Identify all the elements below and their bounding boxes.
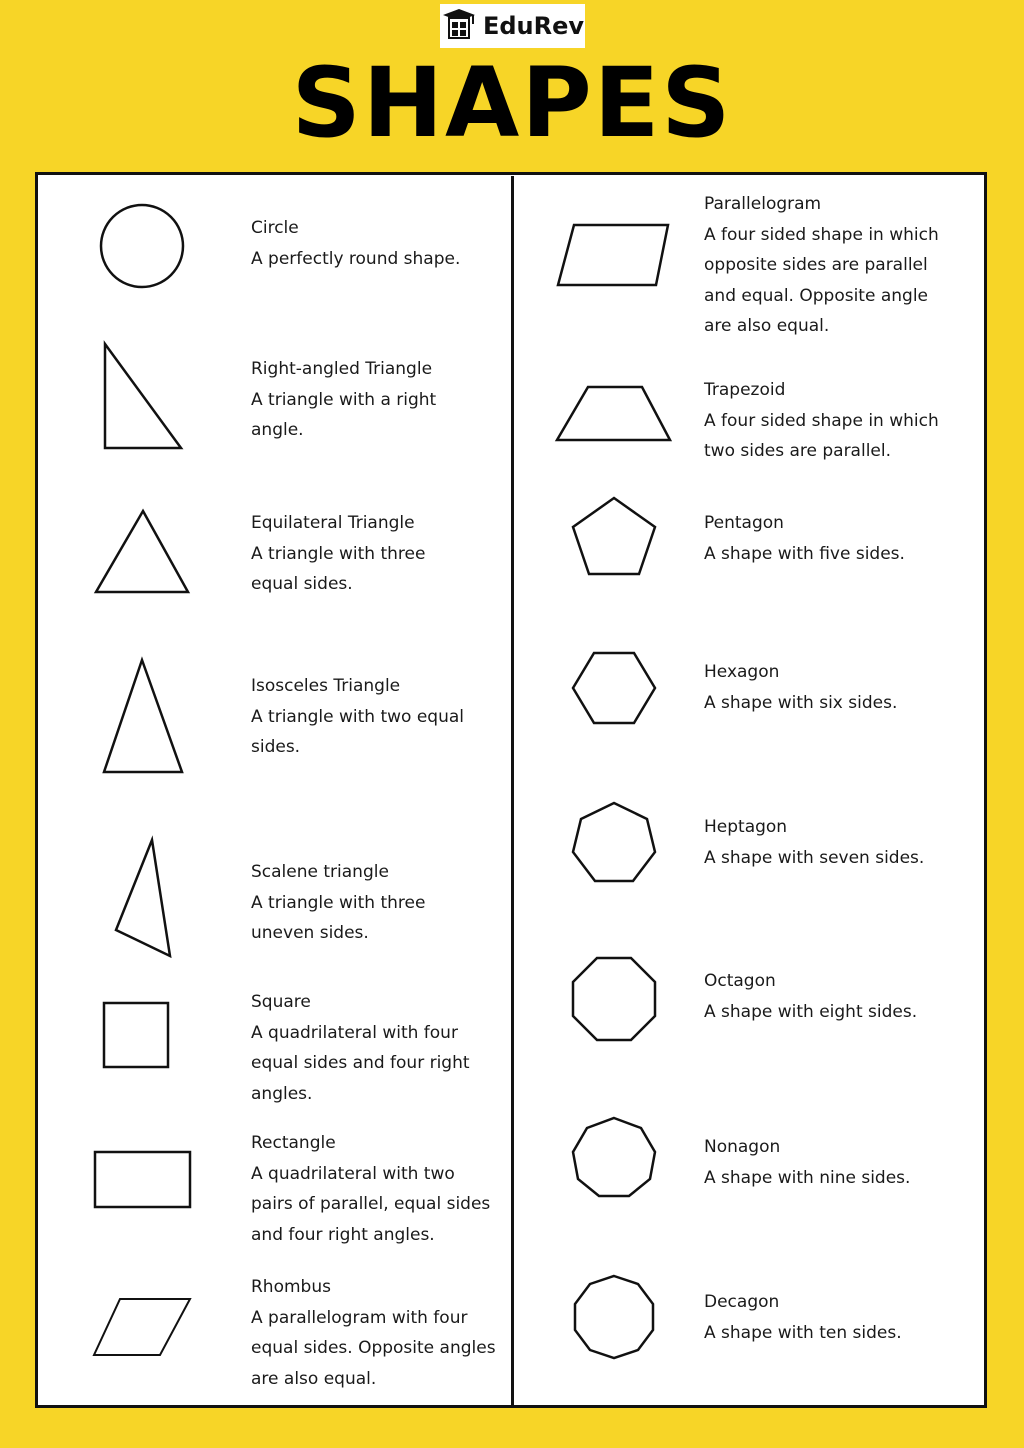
shape-description: A parallelogram with four equal sides. Opposite angles are also equal. [251,1307,496,1389]
shape-description: A shape with five sides. [704,543,905,564]
entry-rhombus [251,1272,496,1394]
shape-description: A shape with nine sides. [704,1167,911,1188]
shape-name: Hexagon [704,662,780,682]
shape-name: Square [251,992,311,1012]
trapezoid-icon [550,380,676,446]
hexagon-icon [567,648,661,728]
edurev-logo [440,4,585,48]
heptagon-icon [567,797,661,887]
shape-description: A triangle with two equal sides. [251,706,464,757]
entry-heptagon [704,812,959,873]
shape-name: Rectangle [251,1133,336,1153]
shape-description: A quadrilateral with two pairs of parallel, equal sides and four right angles. [251,1163,491,1245]
shape-name: Decagon [704,1292,780,1312]
entry-nonagon [704,1132,959,1193]
entry-scalene-triangle [251,857,466,949]
rhombus-icon [88,1292,196,1362]
isosceles-triangle-icon [98,654,188,778]
pentagon-icon [567,492,661,580]
entry-trapezoid [704,375,959,467]
entry-parallelogram [704,189,959,342]
rectangle-icon [88,1145,196,1213]
shape-name: Parallelogram [704,194,822,214]
entry-right-angled-triangle [251,354,466,446]
equilateral-triangle-icon [90,505,196,599]
shape-description: A four sided shape in which two sides are parallel. [704,410,939,461]
shape-description: A shape with six sides. [704,692,898,713]
shape-description: A quadrilateral with four equal sides and four right angles. [251,1022,470,1104]
square-icon [98,997,176,1075]
entry-square [251,987,486,1109]
octagon-icon [567,952,661,1046]
shape-description: A shape with ten sides. [704,1322,902,1343]
shape-description: A four sided shape in which opposite sides are parallel and equal. Opposite angle are also equal. [704,224,939,336]
entry-circle [251,213,511,274]
shape-description: A shape with seven sides. [704,847,925,868]
shape-name: Pentagon [704,513,784,533]
shape-description: A triangle with three equal sides. [251,543,426,594]
page-title: SHAPES [291,47,733,159]
column-divider [511,176,514,1406]
decagon-icon [567,1270,661,1364]
entry-rectangle [251,1128,501,1250]
shape-description: A triangle with three uneven sides. [251,892,426,943]
entry-isosceles-triangle [251,671,486,763]
right-triangle-icon [96,338,188,454]
shape-name: Trapezoid [704,380,786,400]
nonagon-icon [567,1112,661,1202]
logo-text: EduRev [482,12,585,40]
shape-name: Nonagon [704,1137,781,1157]
graduation-cap-icon [441,6,477,47]
circle-icon [95,200,191,296]
shape-name: Isosceles Triangle [251,676,401,696]
shape-name: Equilateral Triangle [251,513,415,533]
shape-name: Rhombus [251,1277,331,1297]
scalene-triangle-icon [108,834,178,960]
shape-name: Right-angled Triangle [251,359,433,379]
entry-decagon [704,1287,959,1348]
shape-description: A perfectly round shape. [251,248,461,269]
shape-description: A shape with eight sides. [704,1001,918,1022]
entry-hexagon [704,657,959,718]
parallelogram-icon [552,218,674,292]
shape-name: Heptagon [704,817,788,837]
shape-name: Octagon [704,971,776,991]
entry-octagon [704,966,959,1027]
shape-description: A triangle with a right angle. [251,389,437,440]
entry-equilateral-triangle [251,508,466,600]
shape-name: Scalene triangle [251,862,389,882]
shape-name: Circle [251,218,299,238]
entry-pentagon [704,508,959,569]
